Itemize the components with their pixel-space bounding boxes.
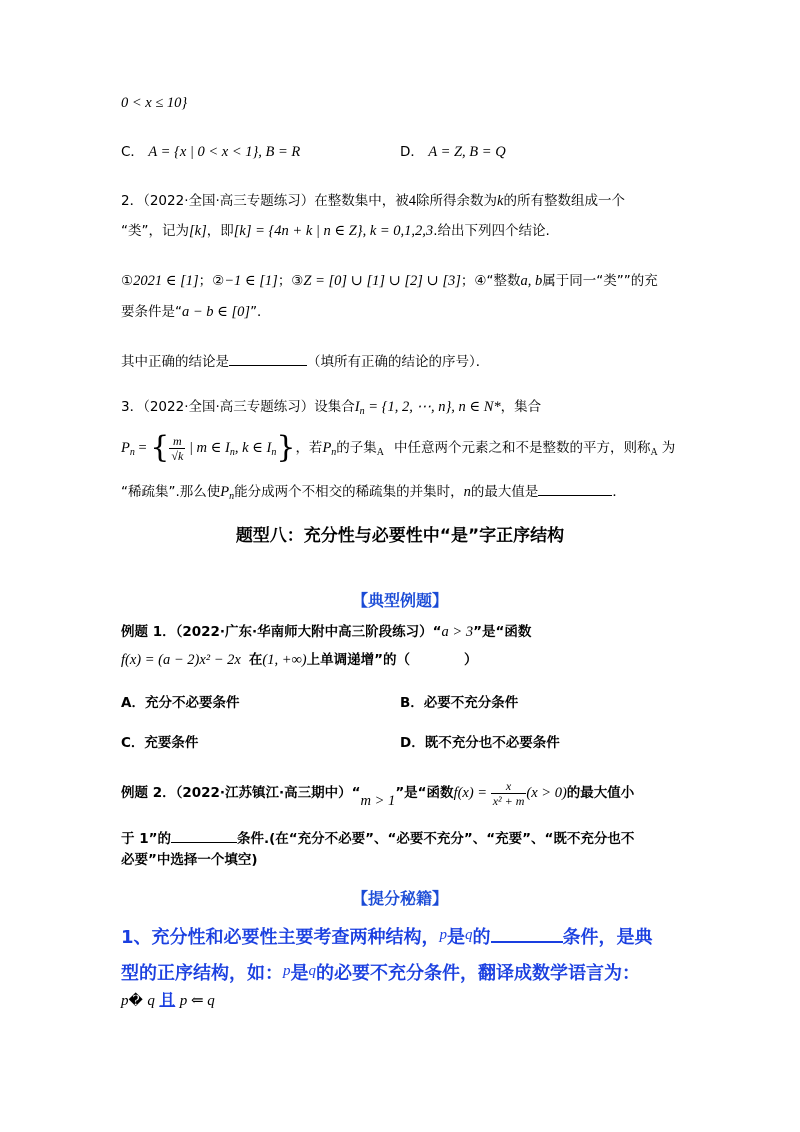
- q3-line2: $P_n$ = { $\frac{m}{√k}$ | m ∈ $I_n$, k ∈ $I_n$}，若$P_n$的子集$_A$ 中任意两个元素之和不是整数的平方，则称$_A$ 为: [121, 430, 676, 465]
- q2-line1: 2．（2022·全国·高三专题练习）在整数集中，被4除所得余数为k的所有整数组成一个: [121, 193, 625, 209]
- tips-answer-blank: [491, 923, 563, 943]
- ex2-line3: 必要”中选择一个填空): [121, 852, 258, 868]
- q3-fraction: $\frac{m}{√k}$: [171, 433, 184, 463]
- q2-line4: 要条件是“a − b ∈ [0]”．: [121, 304, 271, 320]
- tips-line1: 1、充分性和必要性主要考查两种结构，$^p$是$^q$的 条件，是典: [121, 922, 653, 951]
- prev-option-tail: 0 < x ≤ 10}: [121, 95, 188, 111]
- ex2-line1: 例题 2．（2022·江苏镇江·高三期中）“m > 1”是“函数f(x) = $\frac{x}{\text{x² + m}}$ (x > 0)的最大值小: [121, 778, 635, 809]
- ex2-fraction: $\frac{x}{\text{x² + m}}$: [492, 778, 525, 808]
- section-title: 题型八：充分性与必要性中“是”字正序结构: [235, 526, 565, 546]
- ex1-option-d[interactable]: D．既不充分也不必要条件: [400, 735, 560, 751]
- ex1-option-c[interactable]: C．充要条件: [121, 735, 199, 751]
- tips-line3: p� q 且 p ⇐ q: [121, 990, 215, 1009]
- ex2-line2: 于 1”的 条件.(在“充分不必要”、“必要不充分”、“充要”、“既不充分也不: [121, 828, 634, 849]
- q2-line3: ①2021 ∈ [1]；②−1 ∈ [1]；③Z = [0] ∪ [1] ∪ [2] ∪ [3]；④“整数a, b属于同一“类””的充: [121, 273, 658, 289]
- ex2-answer-blank: [171, 828, 237, 843]
- q2-line5: 其中正确的结论是 （填所有正确的结论的序号）．: [121, 351, 489, 372]
- option-d-prev: D． A = Z, B = Q: [400, 144, 506, 160]
- tips-line2: 型的正序结构，如：$^p$是$^q$的必要不充分条件，翻译成数学语言为：: [121, 963, 640, 984]
- ex1-option-b[interactable]: B．必要不充分条件: [400, 695, 519, 711]
- examples-heading: 【典型例题】: [351, 591, 448, 610]
- ex1-line1: 例题 1．（2022·广东·华南师大附中高三阶段练习）“a > 3”是“函数: [121, 624, 532, 640]
- option-c-prev: C． A = {x | 0 < x < 1}, B = R: [121, 144, 301, 160]
- ex1-line2: f(x) = (a − 2)x² − 2x 在(1, +∞)上单调递增”的（ ）: [121, 652, 478, 668]
- q3-line1: 3．（2022·全国·高三专题练习）设集合$I_n = \{1$, 2, ⋯, n}, n ∈ N*，集合: [121, 399, 542, 417]
- ex1-option-a[interactable]: A．充分不必要条件: [121, 695, 240, 711]
- q2-line2: “类”，记为[k]，即[k] = {4n + k | n ∈ Z}, k = 0,1,2,3.给出下列四个结论.: [121, 223, 550, 239]
- q2-answer-blank: [229, 351, 307, 366]
- tips-heading: 【提分秘籍】: [351, 889, 448, 908]
- q3-answer-blank: [538, 481, 612, 496]
- q3-line3: “稀疏集”.那么使$P_n$能分成两个不相交的稀疏集的并集时，n的最大值是 ．: [121, 481, 626, 507]
